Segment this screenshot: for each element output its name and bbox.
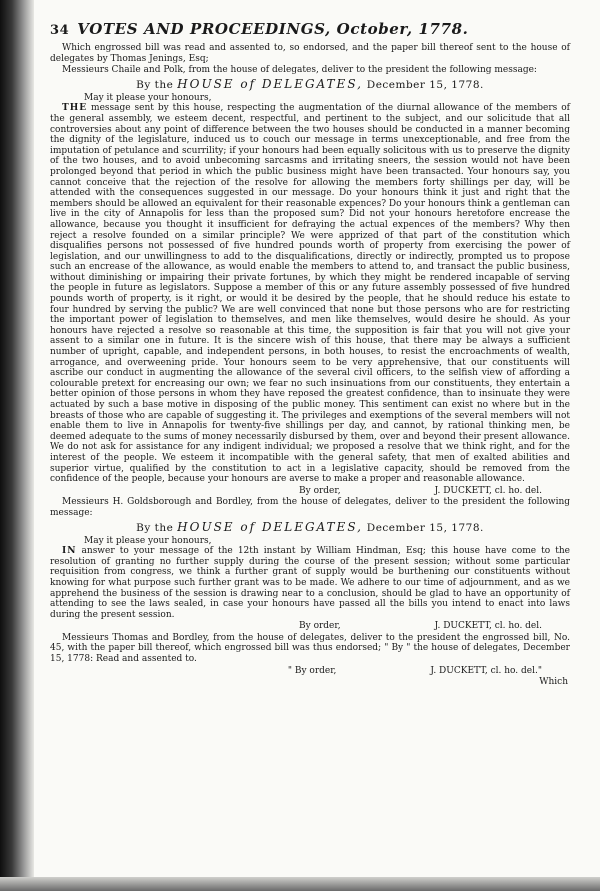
message2-salutation: May it please your honours, xyxy=(84,535,212,546)
message2-signature: J. DUCKETT, cl. ho. del. xyxy=(434,621,542,632)
message2-title xyxy=(50,521,570,535)
message1-salutation: May it please your honours, xyxy=(84,92,212,103)
page-number: 34 xyxy=(50,23,70,38)
message3-signature-block xyxy=(50,666,570,677)
message2-title-date: December 15, 1778. xyxy=(366,521,484,534)
message2-body xyxy=(50,546,570,620)
message3-signature: J. DUCKETT, cl. ho. del." xyxy=(430,665,542,676)
page-bottom-edge xyxy=(0,877,600,891)
message1-title-house: HOUSE of DELEGATES, xyxy=(177,76,363,91)
message1-body-text: message sent by this house, respecting the augmentation of the diurnal allowance of the members of the general assembly, we esteem decent, respectful, and pertinent to the subject, and our solicitude that all controversies about any point of difference between the two houses should be conducted in a manner becoming the dignity of the legislature, induced us to couch our message in terms unexceptionable, and free from the imputation of petulance and scurrility; if your honours had been equally solicitous with us to preserve the dignity of the two houses, and to avoid unbecoming sarcasms and irritating sneers, the session would not have been prolonged beyond that period in which the public business might have been transacted. Your honours say, you cannot conceive that the rejection of the resolve for allowing the members forty shillings per day, will be attended with the consequences suggested in our message. Do your honours think it just and right that the members should be allowed an equivalent for their reasonable expences? Do your honours think a gentleman can live in the city of Annapolis for less than the proposed sum? Did not your honours heretofore encrease the allowance, because you thought it insufficient for defraying the actual expences of the members? Why then reject a resolve founded on a similar principle? We were apprized of that part of the constitution which disqualifies persons not possessed of five hundred pounds worth of property from exercising the power of legislation, and our unwillingness to add to the disqualifications, directly or indirectly, prompted us to propose such an encrease of the allowance, as would enable the members to attend to, and transact the public business, without diminishing or impairing their private fortunes, by which they might be rendered incapable of serving the people in future as legislators. Suppose a member of this or any future assembly possessed of five hundred pounds worth of property, is it right, or would it be desired by the people, that he should reduce his estate to four hundred by serving the public? We are well convinced that none but those persons who are for restricting the important power of legislation to themselves, and men like themselves, would desire he should. As your honours have rejected a resolve so reasonable at this time, the supposition is fair that you will not give your assent to a similar one in future. It is the sincere wish of this house, that there may be always a sufficient number of upright, capable, and independent persons, in both houses, to resist the encroachments of wealth, arrogance, and overweening pride. Your honours seem to be very apprehensive, that our constituents will ascribe our conduct in augmenting the allowance of the several civil officers, to the selfish view of affording a colourable pretext for encreasing our own; we fear no such insinuations from our constituents, they entertain a better opinion of those persons in whom they have reposed the greatest confidence, than to insinuate they were actuated by such a base motive in disposing of the public money. This sentiment can exist no where but in the breasts of those who are capable of suggesting it. The privileges and exemptions of the several members will not enable them to live in Annapolis for twenty-five shillings per day, and cannot, by rational thinking men, be deemed adequate to the sums of money necessarily disbursed by them, over and beyond their present allowance. We do not ask for assistance for any indigent individual; we proposed a resolve that we think right, and for the interest of the people. We esteem it incompatible with the general safety, that men of exalted abilities and superior virtue, qualified by the constitution to act in a legislative capacity, should be removed from the confidence of the people, because your honours are averse to make a proper and reasonable allowance. xyxy=(50,103,570,485)
message1-by-order: By order, xyxy=(299,485,341,496)
opening-paragraph-2: Messieurs Chaile and Polk, from the house of delegates, deliver to the president the following message: xyxy=(62,65,537,76)
message1-title-date: December 15, 1778. xyxy=(366,78,484,91)
page-content xyxy=(50,20,570,880)
transition-paragraph-3: Messieurs Thomas and Bordley, from the house of delegates, deliver to the president the engrossed bill, No. 45, with the paper bill thereof, which engrossed bill was thus endorsed; " By " the house of delegates, December 15, 1778: Read and assented to. xyxy=(50,632,570,665)
message3-by-order: " By order, xyxy=(287,665,337,676)
opening-paragraph-1: Which engrossed bill was read and assented to, so endorsed, and the paper bill thereof sent to the house of delegates by Thomas Jenings, Esq; xyxy=(50,43,570,64)
message1-title-prefix: By the xyxy=(136,78,174,91)
message1-dropcap: THE xyxy=(62,103,88,114)
message2-dropcap: IN xyxy=(62,546,77,557)
message1-signature-block xyxy=(50,486,570,497)
message2-by-order: By order, xyxy=(299,621,341,632)
catchword: Which xyxy=(539,677,568,688)
page-header xyxy=(50,20,570,40)
message1-body xyxy=(50,103,570,484)
book-binding-shadow xyxy=(0,0,34,891)
transition-paragraph-2: Messieurs H. Goldsborough and Bordley, from the house of delegates, deliver to the president the following message: xyxy=(50,497,570,518)
message2-body-text: answer to your message of the 12th instant by William Hindman, Esq; this house have come to the resolution of granting no further supply during the course of the present session; without some particular requisition from congress, we think a further grant of supply would be burthening our constituents without knowing for what purpose such further grant was to be made. We adhere to our time of adjournment, and as we apprehend the business of the session is drawing near to a conclusion, should be glad to have an opportunity of attending to see the laws sealed, in case your honours have passed all the bills you intend to enact into laws during the present session. xyxy=(50,546,570,620)
message2-title-prefix: By the xyxy=(136,521,174,534)
message1-title xyxy=(50,78,570,92)
message1-signature: J. DUCKETT, cl. ho. del. xyxy=(434,485,542,496)
message2-signature-block xyxy=(50,621,570,632)
message2-title-house: HOUSE of DELEGATES, xyxy=(177,519,363,534)
running-title: VOTES AND PROCEEDINGS, October, 1778. xyxy=(77,20,469,38)
